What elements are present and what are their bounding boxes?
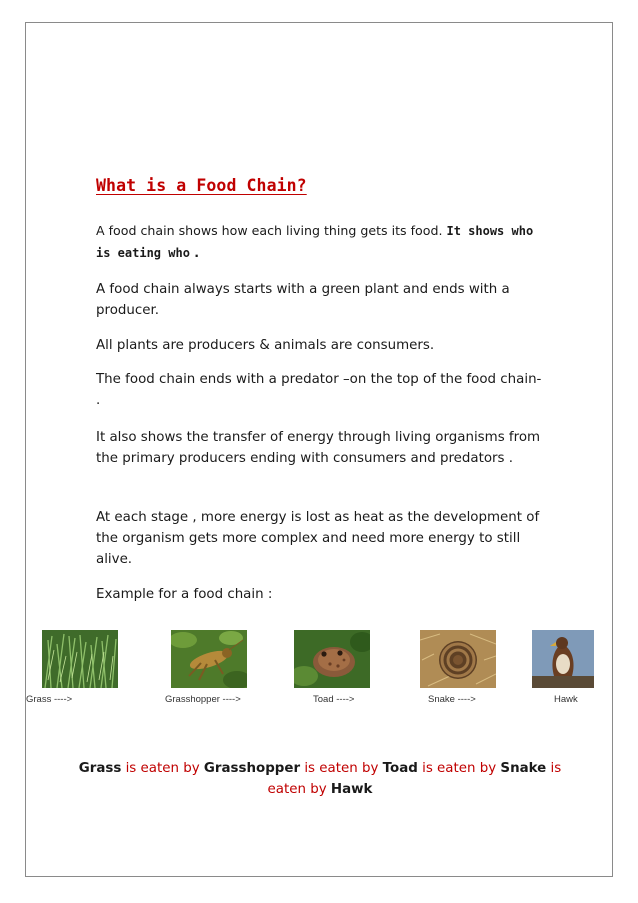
- word-toad: Toad: [382, 761, 418, 776]
- definition-bold-text: It shows who is eating who: [96, 224, 534, 260]
- grasshopper-label: Grasshopper ---->: [165, 694, 241, 705]
- food-chain-illustration: [26, 630, 600, 710]
- word-hawk: Hawk: [330, 782, 373, 797]
- grass-item: [26, 630, 118, 705]
- page-title: What is a Food Chain?: [96, 176, 307, 195]
- word-grasshopper: Grasshopper: [203, 761, 301, 776]
- connector-1: is eaten by: [121, 761, 204, 776]
- word-grass: Grass: [78, 761, 122, 776]
- grasshopper-item: [165, 630, 247, 705]
- hawk-label: Hawk: [554, 694, 578, 705]
- paragraph-definition: [96, 220, 546, 264]
- snake-item: [420, 630, 496, 705]
- paragraph-example-intro: Example for a food chain :: [96, 587, 273, 602]
- food-chain-sentence: [70, 758, 570, 800]
- grass-photo: [42, 630, 118, 688]
- snake-photo: [420, 630, 496, 688]
- connector-2: is eaten by: [300, 761, 383, 776]
- paragraph-energy-loss: At each stage , more energy is lost as heat as the development of the organism gets more complex and need more energy to still alive.: [96, 510, 540, 567]
- toad-photo: [294, 630, 370, 688]
- paragraph-start-end: A food chain always starts with a green plant and ends with a producer.: [96, 282, 510, 318]
- toad-item: [294, 630, 370, 705]
- snake-label: Snake ---->: [428, 694, 476, 705]
- toad-label: Toad ---->: [313, 694, 355, 705]
- hawk-photo: [532, 630, 594, 688]
- connector-3: is eaten by: [417, 761, 501, 776]
- word-snake: Snake: [500, 761, 547, 776]
- hawk-item: [532, 630, 594, 705]
- connector-4: is eaten by: [267, 761, 562, 797]
- paragraph-energy-transfer: It also shows the transfer of energy through living organisms from the primary producers ending with consumers and predators .: [96, 430, 541, 466]
- paragraph-predator: The food chain ends with a predator –on the top of the food chain- .: [96, 372, 542, 408]
- paragraph-producers-consumers: All plants are producers & animals are consumers.: [96, 338, 435, 353]
- definition-text: A food chain shows how each living thing gets its food.: [96, 223, 447, 238]
- definition-period: .: [189, 245, 200, 260]
- grasshopper-photo: [171, 630, 247, 688]
- grass-label: Grass ---->: [26, 694, 73, 705]
